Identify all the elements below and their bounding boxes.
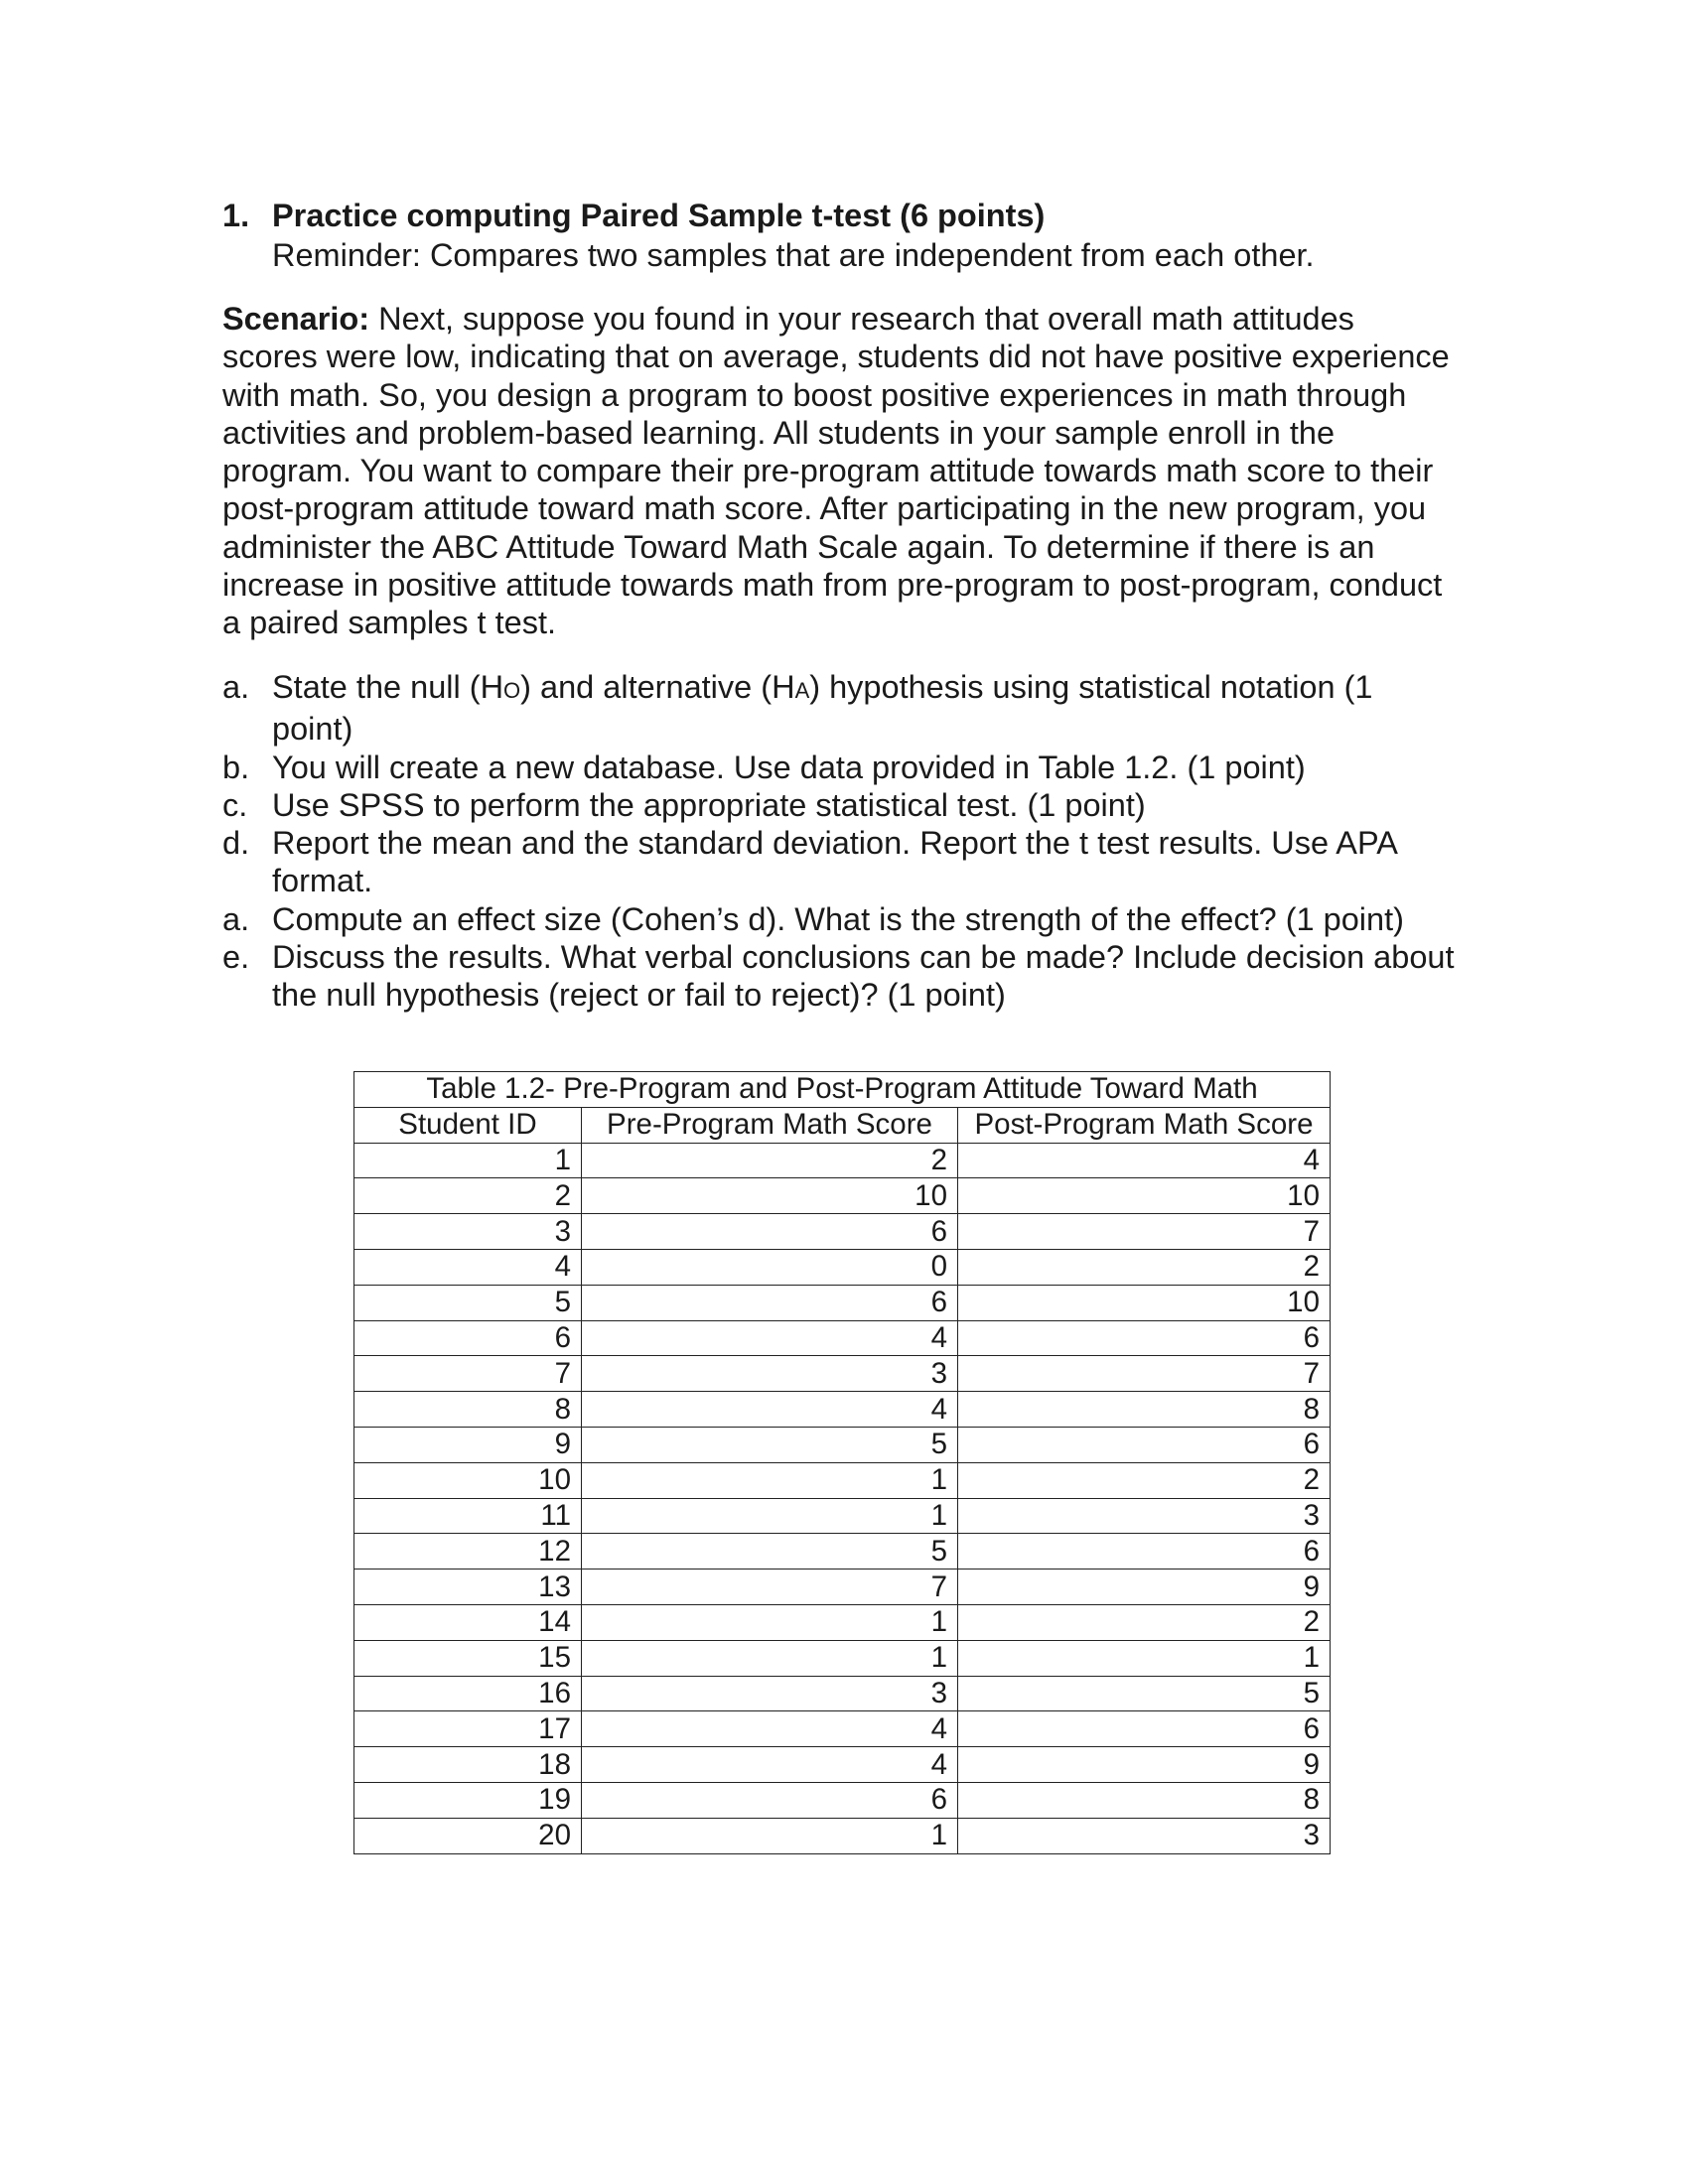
cell-student-id: 10 <box>354 1462 582 1498</box>
column-header-pre-program: Pre-Program Math Score <box>582 1107 958 1143</box>
cell-post-program-score: 2 <box>958 1462 1331 1498</box>
cell-pre-program-score: 10 <box>582 1178 958 1214</box>
scenario-line: post-program attitude toward math score. After participating in the new program, you <box>222 490 1427 527</box>
column-header-post-program: Post-Program Math Score <box>958 1107 1331 1143</box>
cell-pre-program-score: 2 <box>582 1143 958 1178</box>
table-row <box>354 1534 1331 1570</box>
column-header-student-id: Student ID <box>354 1107 582 1143</box>
attitude-data-table <box>353 1071 1331 1854</box>
cell-post-program-score: 6 <box>958 1711 1331 1747</box>
task-text: Use SPSS to perform the appropriate statistical test. (1 point) <box>272 786 1146 823</box>
cell-pre-program-score: 4 <box>582 1711 958 1747</box>
task-item-a-hypotheses <box>222 668 1543 749</box>
task-text: Report the mean and the standard deviation. Report the t test results. Use APA <box>272 825 1398 862</box>
cell-post-program-score: 9 <box>958 1570 1331 1605</box>
cell-student-id: 2 <box>354 1178 582 1214</box>
cell-post-program-score: 10 <box>958 1178 1331 1214</box>
task-marker: b. <box>222 749 250 785</box>
cell-pre-program-score: 6 <box>582 1285 958 1320</box>
cell-pre-program-score: 0 <box>582 1249 958 1285</box>
scenario-line: a paired samples t test. <box>222 605 556 641</box>
cell-pre-program-score: 4 <box>582 1747 958 1783</box>
task-text-continued: format. <box>272 863 373 899</box>
task-marker: a. <box>222 900 250 937</box>
task-text-part: State the null (H <box>272 669 504 705</box>
cell-student-id: 9 <box>354 1427 582 1462</box>
cell-pre-program-score: 1 <box>582 1462 958 1498</box>
cell-post-program-score: 10 <box>958 1285 1331 1320</box>
table-row <box>354 1818 1331 1853</box>
table-row <box>354 1427 1331 1462</box>
cell-post-program-score: 8 <box>958 1782 1331 1818</box>
table-row <box>354 1676 1331 1711</box>
cell-student-id: 13 <box>354 1570 582 1605</box>
task-marker: c. <box>222 786 248 823</box>
task-item-a-effect-size <box>222 900 1543 938</box>
cell-student-id: 3 <box>354 1214 582 1250</box>
cell-post-program-score: 3 <box>958 1818 1331 1853</box>
table-row <box>354 1570 1331 1605</box>
task-item-c-spss <box>222 786 1543 824</box>
cell-post-program-score: 4 <box>958 1143 1331 1178</box>
task-text-continued: point) <box>272 711 353 748</box>
question-number: 1. <box>222 198 250 233</box>
task-text: You will create a new database. Use data provided in Table 1.2. (1 point) <box>272 749 1306 785</box>
cell-post-program-score: 6 <box>958 1320 1331 1356</box>
table-row <box>354 1711 1331 1747</box>
cell-pre-program-score: 1 <box>582 1640 958 1676</box>
task-list <box>222 668 1543 1015</box>
cell-pre-program-score: 1 <box>582 1818 958 1853</box>
cell-pre-program-score: 1 <box>582 1604 958 1640</box>
cell-pre-program-score: 3 <box>582 1676 958 1711</box>
cell-post-program-score: 5 <box>958 1676 1331 1711</box>
cell-post-program-score: 6 <box>958 1534 1331 1570</box>
table-row <box>354 1320 1331 1356</box>
cell-pre-program-score: 7 <box>582 1570 958 1605</box>
cell-post-program-score: 6 <box>958 1427 1331 1462</box>
cell-post-program-score: 2 <box>958 1249 1331 1285</box>
table-row <box>354 1143 1331 1178</box>
table-title: Table 1.2- Pre-Program and Post-Program Attitude Toward Math <box>354 1072 1331 1108</box>
cell-pre-program-score: 1 <box>582 1498 958 1534</box>
cell-student-id: 11 <box>354 1498 582 1534</box>
task-text-part: ) and alternative (H <box>520 669 795 705</box>
question-title: Practice computing Paired Sample t-test (6 points) <box>272 198 1046 233</box>
cell-student-id: 19 <box>354 1782 582 1818</box>
task-text <box>272 668 1543 710</box>
table-title-row <box>354 1072 1331 1108</box>
cell-student-id: 15 <box>354 1640 582 1676</box>
cell-post-program-score: 7 <box>958 1356 1331 1392</box>
task-text-part: ) hypothesis using statistical notation (1 <box>809 669 1373 705</box>
cell-post-program-score: 9 <box>958 1747 1331 1783</box>
task-item-d-report <box>222 824 1543 900</box>
question-reminder: Reminder: Compares two samples that are independent from each other. <box>272 237 1315 273</box>
null-subscript: O <box>503 678 521 703</box>
cell-student-id: 17 <box>354 1711 582 1747</box>
cell-pre-program-score: 5 <box>582 1427 958 1462</box>
scenario-line <box>222 300 1543 338</box>
task-text: Compute an effect size (Cohen’s d). What is the strength of the effect? (1 point) <box>272 900 1404 937</box>
cell-student-id: 7 <box>354 1356 582 1392</box>
alt-subscript: A <box>794 678 810 703</box>
scenario-paragraph <box>222 300 1543 642</box>
task-text-continued: the null hypothesis (reject or fail to reject)? (1 point) <box>272 977 1006 1014</box>
cell-pre-program-score: 6 <box>582 1782 958 1818</box>
table-row <box>354 1498 1331 1534</box>
task-item-e-discuss <box>222 938 1543 1015</box>
task-marker: d. <box>222 825 250 862</box>
cell-pre-program-score: 3 <box>582 1356 958 1392</box>
task-marker: e. <box>222 939 250 976</box>
cell-pre-program-score: 6 <box>582 1214 958 1250</box>
cell-post-program-score: 3 <box>958 1498 1331 1534</box>
cell-pre-program-score: 4 <box>582 1392 958 1428</box>
scenario-line: activities and problem-based learning. All students in your sample enroll in the <box>222 414 1336 451</box>
cell-post-program-score: 2 <box>958 1604 1331 1640</box>
cell-pre-program-score: 4 <box>582 1320 958 1356</box>
cell-post-program-score: 7 <box>958 1214 1331 1250</box>
cell-post-program-score: 1 <box>958 1640 1331 1676</box>
table-row <box>354 1285 1331 1320</box>
table-row <box>354 1356 1331 1392</box>
scenario-label: Scenario: <box>222 301 370 337</box>
scenario-line: program. You want to compare their pre-program attitude towards math score to their <box>222 453 1434 489</box>
cell-student-id: 18 <box>354 1747 582 1783</box>
scenario-line: with math. So, you design a program to boost positive experiences in math through <box>222 376 1407 413</box>
cell-student-id: 5 <box>354 1285 582 1320</box>
task-text: Discuss the results. What verbal conclusions can be made? Include decision about <box>272 939 1455 976</box>
table-header-row <box>354 1107 1331 1143</box>
cell-student-id: 8 <box>354 1392 582 1428</box>
table-body <box>354 1143 1331 1853</box>
scenario-line: scores were low, indicating that on average, students did not have positive experience <box>222 339 1450 375</box>
cell-student-id: 16 <box>354 1676 582 1711</box>
table-row <box>354 1178 1331 1214</box>
table-row <box>354 1604 1331 1640</box>
cell-student-id: 14 <box>354 1604 582 1640</box>
cell-student-id: 1 <box>354 1143 582 1178</box>
table-row <box>354 1640 1331 1676</box>
cell-student-id: 12 <box>354 1534 582 1570</box>
scenario-line: administer the ABC Attitude Toward Math Scale again. To determine if there is an <box>222 528 1375 565</box>
table-row <box>354 1782 1331 1818</box>
cell-student-id: 6 <box>354 1320 582 1356</box>
table-row <box>354 1392 1331 1428</box>
table-row <box>354 1249 1331 1285</box>
cell-student-id: 20 <box>354 1818 582 1853</box>
table-row <box>354 1214 1331 1250</box>
task-marker: a. <box>222 669 250 705</box>
scenario-line: increase in positive attitude towards math from pre-program to post-program, conduct <box>222 567 1443 604</box>
cell-student-id: 4 <box>354 1249 582 1285</box>
cell-post-program-score: 8 <box>958 1392 1331 1428</box>
task-item-b-database <box>222 749 1543 786</box>
cell-pre-program-score: 5 <box>582 1534 958 1570</box>
table-row <box>354 1747 1331 1783</box>
table-row <box>354 1462 1331 1498</box>
scenario-line-text: Next, suppose you found in your research that overall math attitudes <box>369 301 1354 337</box>
